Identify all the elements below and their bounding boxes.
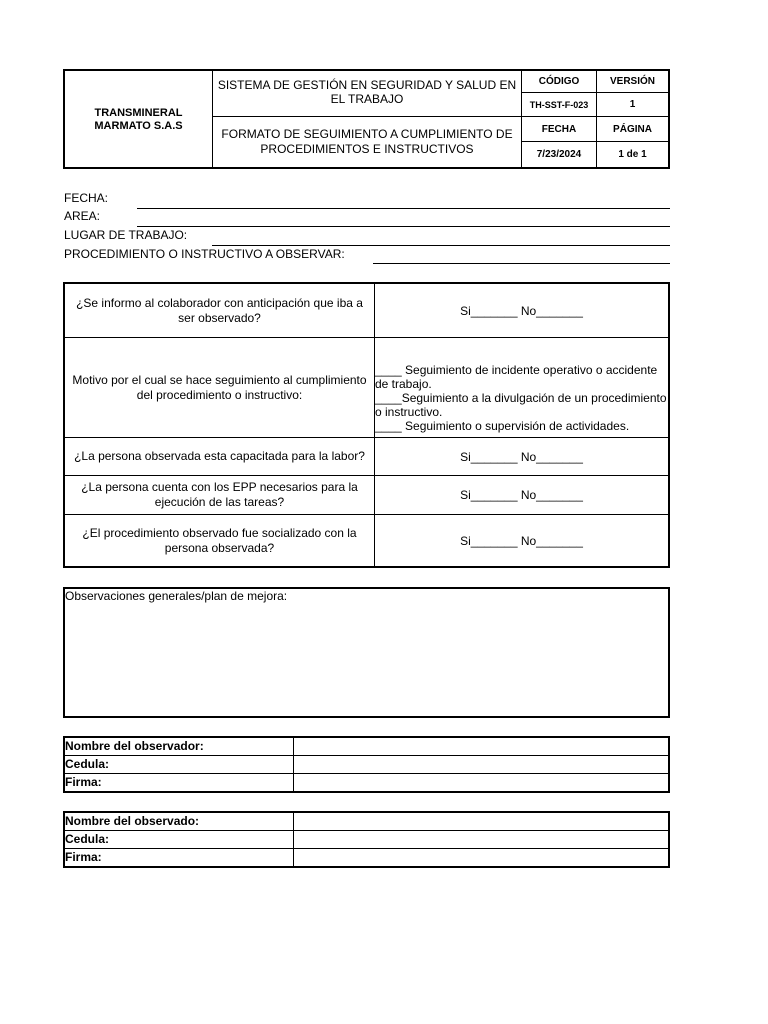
answer-si-no[interactable]: Si_______ No_______	[460, 533, 583, 548]
observer-table	[63, 736, 670, 793]
observed-name-row[interactable]	[65, 813, 668, 831]
observer-cedula-label: Cedula:	[65, 756, 294, 773]
observed-cedula-row[interactable]	[65, 831, 668, 849]
fecha-label-field: FECHA:	[64, 191, 109, 205]
question-motivo: Motivo por el cual se hace seguimiento al cumplimiento del procedimiento o instructivo:	[65, 338, 375, 437]
procedimiento-label-field: PROCEDIMIENTO O INSTRUCTIVO A OBSERVAR:	[64, 247, 345, 261]
version-label: VERSIÓN	[597, 71, 668, 93]
observer-firma-label: Firma:	[65, 774, 294, 791]
motivo-options	[375, 338, 668, 437]
observed-firma-row[interactable]	[65, 849, 668, 866]
company-name: TRANSMINERAL MARMATO S.A.S	[65, 71, 213, 167]
lugar-label-field: LUGAR DE TRABAJO:	[64, 228, 188, 242]
area-label-field: AREA:	[64, 209, 101, 223]
observed-cedula-label: Cedula:	[65, 831, 294, 848]
pagina-label: PÁGINA	[597, 117, 668, 142]
codigo-value: TH-SST-F-023	[522, 93, 597, 117]
question-capacitada: ¿La persona observada esta capacitada para la labor?	[65, 438, 375, 475]
version-value: 1	[597, 93, 668, 117]
observer-name-label: Nombre del observador:	[65, 738, 294, 755]
answer-si-no[interactable]: Si_______ No_______	[460, 449, 583, 464]
fecha-value: 7/23/2024	[522, 142, 597, 167]
document-header	[63, 69, 670, 169]
option-incidente[interactable]: ____ Seguimiento de incidente operativo o accidente de trabajo.	[375, 363, 658, 391]
system-title: SISTEMA DE GESTIÓN EN SEGURIDAD Y SALUD EN EL TRABAJO	[213, 71, 522, 117]
option-divulgacion[interactable]: ____Seguimiento a la divulgación de un procedimiento o instructivo.	[375, 391, 667, 419]
observer-name-row[interactable]	[65, 738, 668, 756]
lugar-input-line[interactable]	[212, 245, 670, 246]
observations-label: Observaciones generales/plan de mejora:	[65, 589, 288, 603]
observations-box[interactable]	[63, 587, 670, 718]
question-anticipation: ¿Se informo al colaborador con anticipación que iba a ser observado?	[65, 284, 375, 337]
fecha-input-line[interactable]	[137, 208, 670, 209]
form-title: FORMATO DE SEGUIMIENTO A CUMPLIMIENTO DE PROCEDIMIENTOS E INSTRUCTIVOS	[213, 117, 522, 167]
procedimiento-input-line[interactable]	[373, 263, 670, 264]
observer-cedula-row[interactable]	[65, 756, 668, 774]
questions-table	[63, 282, 670, 568]
question-row	[65, 476, 668, 515]
area-input-line[interactable]	[137, 226, 670, 227]
fecha-label: FECHA	[522, 117, 597, 142]
question-epp: ¿La persona cuenta con los EPP necesarios para la ejecución de las tareas?	[65, 476, 375, 514]
question-row	[65, 515, 668, 566]
option-supervision[interactable]: ____ Seguimiento o supervisión de actividades.	[375, 419, 630, 433]
observer-firma-row[interactable]	[65, 774, 668, 791]
question-row	[65, 338, 668, 438]
pagina-value: 1 de 1	[618, 149, 647, 160]
codigo-label: CÓDIGO	[522, 71, 597, 93]
observed-name-label: Nombre del observado:	[65, 813, 294, 830]
question-row	[65, 284, 668, 338]
question-row	[65, 438, 668, 476]
answer-si-no[interactable]: Si_______ No_______	[460, 488, 583, 502]
answer-si-no[interactable]: Si_______ No_______	[460, 303, 583, 318]
question-socializado: ¿El procedimiento observado fue socializado con la persona observada?	[65, 515, 375, 566]
observed-table	[63, 811, 670, 868]
observed-firma-label: Firma:	[65, 849, 294, 866]
